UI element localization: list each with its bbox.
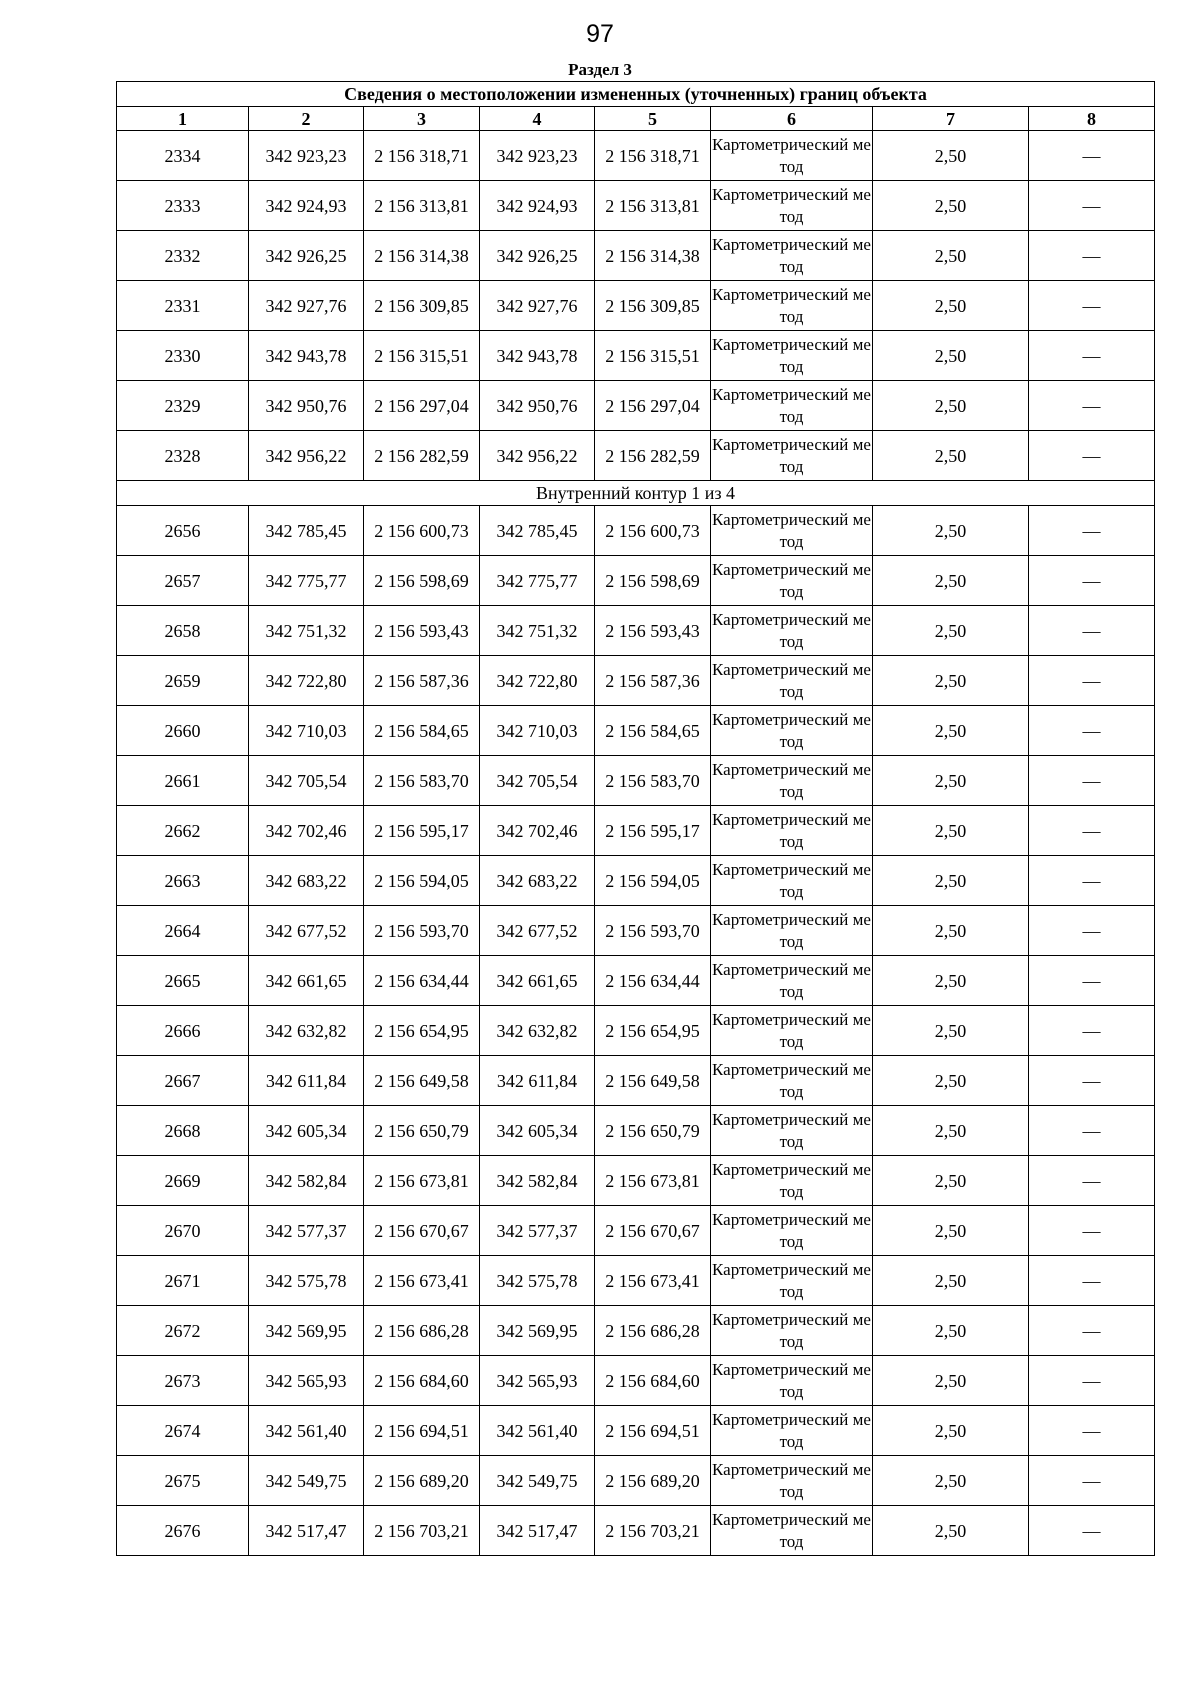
y-new-cell: 2 156 600,73 [595,506,711,556]
description-cell: — [1029,431,1155,481]
point-number-cell: 2329 [117,381,249,431]
point-number-cell: 2670 [117,1206,249,1256]
accuracy-cell: 2,50 [873,706,1029,756]
x-new-cell: 342 683,22 [480,856,595,906]
y-new-cell: 2 156 318,71 [595,131,711,181]
table-row [117,506,1155,556]
point-number-cell: 2331 [117,281,249,331]
section-title: Раздел 3 [568,60,632,79]
y-existing-cell: 2 156 309,85 [364,281,480,331]
point-number-cell: 2672 [117,1306,249,1356]
table-row [117,1206,1155,1256]
method-cell: Картометрический метод [711,1456,873,1506]
table-row [117,281,1155,331]
x-existing-cell: 342 785,45 [249,506,364,556]
x-existing-cell: 342 702,46 [249,806,364,856]
y-existing-cell: 2 156 670,67 [364,1206,480,1256]
x-existing-cell: 342 705,54 [249,756,364,806]
description-cell: — [1029,1106,1155,1156]
accuracy-cell: 2,50 [873,656,1029,706]
method-cell: Картометрический метод [711,856,873,906]
accuracy-cell: 2,50 [873,606,1029,656]
accuracy-cell: 2,50 [873,181,1029,231]
y-existing-cell: 2 156 314,38 [364,231,480,281]
method-cell: Картометрический метод [711,1256,873,1306]
point-number-cell: 2674 [117,1406,249,1456]
contour-label-row [117,481,1155,506]
y-existing-cell: 2 156 318,71 [364,131,480,181]
point-number-cell: 2333 [117,181,249,231]
accuracy-cell: 2,50 [873,956,1029,1006]
point-number-cell: 2656 [117,506,249,556]
accuracy-cell: 2,50 [873,331,1029,381]
method-cell: Картометрический метод [711,1306,873,1356]
method-cell: Картометрический метод [711,656,873,706]
y-existing-cell: 2 156 703,21 [364,1506,480,1556]
x-new-cell: 342 924,93 [480,181,595,231]
method-cell: Картометрический метод [711,1106,873,1156]
method-cell: Картометрический метод [711,1006,873,1056]
x-existing-cell: 342 605,34 [249,1106,364,1156]
point-number-cell: 2328 [117,431,249,481]
accuracy-cell: 2,50 [873,856,1029,906]
y-new-cell: 2 156 593,43 [595,606,711,656]
column-number: 3 [364,107,480,131]
table-row [117,606,1155,656]
x-new-cell: 342 565,93 [480,1356,595,1406]
y-new-cell: 2 156 598,69 [595,556,711,606]
description-cell: — [1029,606,1155,656]
y-new-cell: 2 156 315,51 [595,331,711,381]
description-cell: — [1029,1506,1155,1556]
table-row [117,1106,1155,1156]
description-cell: — [1029,806,1155,856]
x-existing-cell: 342 683,22 [249,856,364,906]
table-row [117,1356,1155,1406]
table-row [117,381,1155,431]
y-existing-cell: 2 156 584,65 [364,706,480,756]
x-existing-cell: 342 950,76 [249,381,364,431]
method-cell: Картометрический метод [711,706,873,756]
x-new-cell: 342 722,80 [480,656,595,706]
y-existing-cell: 2 156 649,58 [364,1056,480,1106]
x-existing-cell: 342 577,37 [249,1206,364,1256]
y-new-cell: 2 156 595,17 [595,806,711,856]
method-cell: Картометрический метод [711,181,873,231]
y-existing-cell: 2 156 593,43 [364,606,480,656]
point-number-cell: 2676 [117,1506,249,1556]
y-existing-cell: 2 156 315,51 [364,331,480,381]
description-cell: — [1029,181,1155,231]
description-cell: — [1029,906,1155,956]
x-existing-cell: 342 722,80 [249,656,364,706]
table-row [117,431,1155,481]
y-new-cell: 2 156 654,95 [595,1006,711,1056]
y-existing-cell: 2 156 594,05 [364,856,480,906]
accuracy-cell: 2,50 [873,1206,1029,1256]
table-row [117,906,1155,956]
method-cell: Картометрический метод [711,131,873,181]
column-number: 7 [873,107,1029,131]
x-new-cell: 342 549,75 [480,1456,595,1506]
x-new-cell: 342 575,78 [480,1256,595,1306]
description-cell: — [1029,956,1155,1006]
method-cell: Картометрический метод [711,281,873,331]
description-cell: — [1029,331,1155,381]
accuracy-cell: 2,50 [873,556,1029,606]
method-cell: Картометрический метод [711,806,873,856]
description-cell: — [1029,281,1155,331]
point-number-cell: 2659 [117,656,249,706]
x-new-cell: 342 517,47 [480,1506,595,1556]
method-cell: Картометрический метод [711,606,873,656]
y-new-cell: 2 156 314,38 [595,231,711,281]
y-existing-cell: 2 156 689,20 [364,1456,480,1506]
method-cell: Картометрический метод [711,1356,873,1406]
description-cell: — [1029,1306,1155,1356]
table-row [117,556,1155,606]
accuracy-cell: 2,50 [873,1056,1029,1106]
x-existing-cell: 342 775,77 [249,556,364,606]
x-new-cell: 342 923,23 [480,131,595,181]
x-existing-cell: 342 751,32 [249,606,364,656]
column-number: 2 [249,107,364,131]
x-new-cell: 342 632,82 [480,1006,595,1056]
table-row [117,1256,1155,1306]
table-row [117,131,1155,181]
x-new-cell: 342 950,76 [480,381,595,431]
description-cell: — [1029,131,1155,181]
y-existing-cell: 2 156 673,41 [364,1256,480,1306]
y-existing-cell: 2 156 297,04 [364,381,480,431]
x-existing-cell: 342 569,95 [249,1306,364,1356]
x-existing-cell: 342 517,47 [249,1506,364,1556]
accuracy-cell: 2,50 [873,1456,1029,1506]
y-existing-cell: 2 156 673,81 [364,1156,480,1206]
description-cell: — [1029,1156,1155,1206]
x-existing-cell: 342 632,82 [249,1006,364,1056]
table-row [117,1056,1155,1106]
y-new-cell: 2 156 649,58 [595,1056,711,1106]
table-row [117,956,1155,1006]
x-existing-cell: 342 710,03 [249,706,364,756]
y-new-cell: 2 156 594,05 [595,856,711,906]
point-number-cell: 2671 [117,1256,249,1306]
method-cell: Картометрический метод [711,956,873,1006]
accuracy-cell: 2,50 [873,506,1029,556]
page-number: 97 [586,20,614,48]
accuracy-cell: 2,50 [873,131,1029,181]
method-cell: Картометрический метод [711,1156,873,1206]
point-number-cell: 2662 [117,806,249,856]
method-cell: Картометрический метод [711,756,873,806]
point-number-cell: 2661 [117,756,249,806]
point-number-cell: 2668 [117,1106,249,1156]
y-existing-cell: 2 156 686,28 [364,1306,480,1356]
method-cell: Картометрический метод [711,556,873,606]
x-existing-cell: 342 549,75 [249,1456,364,1506]
table-caption: Сведения о местоположении измененных (уточненных) границ объекта [117,82,1155,107]
point-number-cell: 2658 [117,606,249,656]
description-cell: — [1029,1356,1155,1406]
x-new-cell: 342 710,03 [480,706,595,756]
y-new-cell: 2 156 309,85 [595,281,711,331]
accuracy-cell: 2,50 [873,1256,1029,1306]
accuracy-cell: 2,50 [873,806,1029,856]
accuracy-cell: 2,50 [873,381,1029,431]
y-new-cell: 2 156 703,21 [595,1506,711,1556]
y-new-cell: 2 156 593,70 [595,906,711,956]
y-existing-cell: 2 156 587,36 [364,656,480,706]
x-existing-cell: 342 956,22 [249,431,364,481]
point-number-cell: 2664 [117,906,249,956]
x-new-cell: 342 561,40 [480,1406,595,1456]
method-cell: Картометрический метод [711,231,873,281]
description-cell: — [1029,756,1155,806]
method-cell: Картометрический метод [711,906,873,956]
point-number-cell: 2675 [117,1456,249,1506]
table-row [117,806,1155,856]
point-number-cell: 2657 [117,556,249,606]
x-existing-cell: 342 575,78 [249,1256,364,1306]
table-row [117,1406,1155,1456]
x-new-cell: 342 577,37 [480,1206,595,1256]
x-new-cell: 342 775,77 [480,556,595,606]
table-row [117,656,1155,706]
x-existing-cell: 342 611,84 [249,1056,364,1106]
table-row [117,1306,1155,1356]
accuracy-cell: 2,50 [873,231,1029,281]
accuracy-cell: 2,50 [873,1506,1029,1556]
method-cell: Картометрический метод [711,1056,873,1106]
column-number: 4 [480,107,595,131]
method-cell: Картометрический метод [711,1506,873,1556]
description-cell: — [1029,1406,1155,1456]
y-new-cell: 2 156 313,81 [595,181,711,231]
method-cell: Картометрический метод [711,1206,873,1256]
y-existing-cell: 2 156 593,70 [364,906,480,956]
description-cell: — [1029,1056,1155,1106]
x-new-cell: 342 705,54 [480,756,595,806]
description-cell: — [1029,1456,1155,1506]
x-new-cell: 342 927,76 [480,281,595,331]
x-existing-cell: 342 926,25 [249,231,364,281]
x-existing-cell: 342 943,78 [249,331,364,381]
accuracy-cell: 2,50 [873,281,1029,331]
accuracy-cell: 2,50 [873,1106,1029,1156]
y-existing-cell: 2 156 654,95 [364,1006,480,1056]
table-row [117,1006,1155,1056]
x-new-cell: 342 702,46 [480,806,595,856]
point-number-cell: 2665 [117,956,249,1006]
x-existing-cell: 342 565,93 [249,1356,364,1406]
y-new-cell: 2 156 694,51 [595,1406,711,1456]
point-number-cell: 2666 [117,1006,249,1056]
y-new-cell: 2 156 634,44 [595,956,711,1006]
x-new-cell: 342 956,22 [480,431,595,481]
method-cell: Картометрический метод [711,331,873,381]
table-caption-row [117,82,1155,107]
description-cell: — [1029,231,1155,281]
table-row [117,856,1155,906]
y-existing-cell: 2 156 684,60 [364,1356,480,1406]
point-number-cell: 2667 [117,1056,249,1106]
method-cell: Картометрический метод [711,506,873,556]
description-cell: — [1029,1006,1155,1056]
x-new-cell: 342 582,84 [480,1156,595,1206]
x-existing-cell: 342 582,84 [249,1156,364,1206]
x-new-cell: 342 751,32 [480,606,595,656]
table-row [117,756,1155,806]
description-cell: — [1029,1206,1155,1256]
y-new-cell: 2 156 584,65 [595,706,711,756]
y-new-cell: 2 156 282,59 [595,431,711,481]
accuracy-cell: 2,50 [873,756,1029,806]
accuracy-cell: 2,50 [873,906,1029,956]
y-existing-cell: 2 156 598,69 [364,556,480,606]
x-new-cell: 342 943,78 [480,331,595,381]
description-cell: — [1029,656,1155,706]
y-existing-cell: 2 156 650,79 [364,1106,480,1156]
column-number-row [117,107,1155,131]
y-new-cell: 2 156 684,60 [595,1356,711,1406]
description-cell: — [1029,381,1155,431]
x-existing-cell: 342 677,52 [249,906,364,956]
column-number: 6 [711,107,873,131]
table-row [117,706,1155,756]
table-row [117,231,1155,281]
method-cell: Картометрический метод [711,1406,873,1456]
x-new-cell: 342 611,84 [480,1056,595,1106]
x-new-cell: 342 926,25 [480,231,595,281]
y-new-cell: 2 156 587,36 [595,656,711,706]
accuracy-cell: 2,50 [873,1006,1029,1056]
y-new-cell: 2 156 650,79 [595,1106,711,1156]
description-cell: — [1029,1256,1155,1306]
x-existing-cell: 342 927,76 [249,281,364,331]
table-body [117,82,1155,1556]
y-new-cell: 2 156 673,41 [595,1256,711,1306]
table-row [117,1456,1155,1506]
accuracy-cell: 2,50 [873,1156,1029,1206]
x-new-cell: 342 569,95 [480,1306,595,1356]
point-number-cell: 2332 [117,231,249,281]
method-cell: Картометрический метод [711,431,873,481]
boundary-coordinates-table [116,81,1155,1556]
y-new-cell: 2 156 673,81 [595,1156,711,1206]
y-existing-cell: 2 156 595,17 [364,806,480,856]
description-cell: — [1029,506,1155,556]
y-existing-cell: 2 156 600,73 [364,506,480,556]
y-existing-cell: 2 156 313,81 [364,181,480,231]
y-new-cell: 2 156 686,28 [595,1306,711,1356]
accuracy-cell: 2,50 [873,1406,1029,1456]
point-number-cell: 2660 [117,706,249,756]
table-row [117,1506,1155,1556]
description-cell: — [1029,856,1155,906]
x-existing-cell: 342 923,23 [249,131,364,181]
point-number-cell: 2673 [117,1356,249,1406]
accuracy-cell: 2,50 [873,1356,1029,1406]
y-existing-cell: 2 156 583,70 [364,756,480,806]
description-cell: — [1029,556,1155,606]
x-new-cell: 342 677,52 [480,906,595,956]
column-number: 8 [1029,107,1155,131]
description-cell: — [1029,706,1155,756]
accuracy-cell: 2,50 [873,1306,1029,1356]
x-new-cell: 342 785,45 [480,506,595,556]
x-existing-cell: 342 561,40 [249,1406,364,1456]
table-row [117,1156,1155,1206]
y-new-cell: 2 156 297,04 [595,381,711,431]
contour-label: Внутренний контур 1 из 4 [117,481,1155,506]
column-number: 5 [595,107,711,131]
table-row [117,181,1155,231]
point-number-cell: 2669 [117,1156,249,1206]
y-new-cell: 2 156 583,70 [595,756,711,806]
method-cell: Картометрический метод [711,381,873,431]
y-existing-cell: 2 156 634,44 [364,956,480,1006]
point-number-cell: 2334 [117,131,249,181]
point-number-cell: 2330 [117,331,249,381]
x-existing-cell: 342 924,93 [249,181,364,231]
y-new-cell: 2 156 689,20 [595,1456,711,1506]
y-existing-cell: 2 156 282,59 [364,431,480,481]
column-number: 1 [117,107,249,131]
accuracy-cell: 2,50 [873,431,1029,481]
x-new-cell: 342 661,65 [480,956,595,1006]
table-row [117,331,1155,381]
point-number-cell: 2663 [117,856,249,906]
y-existing-cell: 2 156 694,51 [364,1406,480,1456]
x-existing-cell: 342 661,65 [249,956,364,1006]
y-new-cell: 2 156 670,67 [595,1206,711,1256]
x-new-cell: 342 605,34 [480,1106,595,1156]
